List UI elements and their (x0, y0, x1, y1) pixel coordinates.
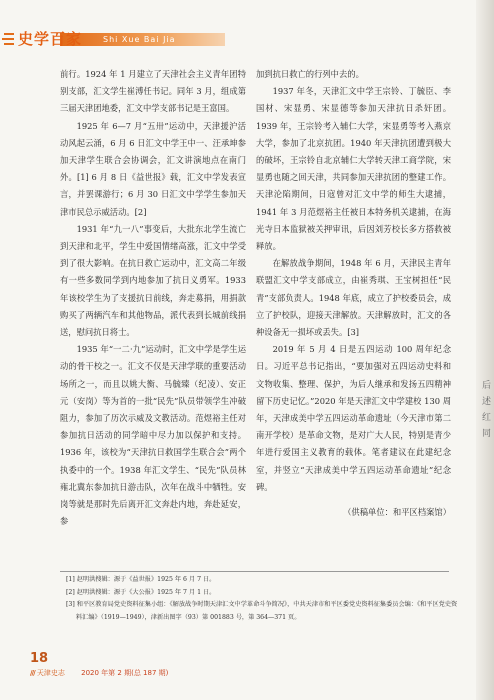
paragraph: 在解放战争期间，1948 年 6 月，天津民主青年联盟汇文中学支部成立，由崔秀琪、王宝树担任“民青”支部负责人。1948 年底，成立了护校委员会，成立了护校队，迎接天津解放。天津解放时，汇文的各种设备无一损坏或丢失。[3] (256, 258, 451, 338)
issue-info: 2020 年第 2 期(总 187 期) (81, 669, 169, 677)
bleed-char: 同 (482, 429, 492, 439)
right-column (256, 66, 451, 521)
bleed-char: 红 (482, 413, 492, 423)
author-unit: （供稿单位：和平区档案馆） (343, 507, 451, 518)
bleed-char: 述 (482, 397, 492, 407)
footnote: [1] 赵明洪搜辑：源于《益世报》1925 年 6 月 7 日。 (66, 576, 216, 583)
page-footer (30, 668, 168, 678)
magazine-name: 天津史志 (36, 669, 65, 677)
paragraph: 1937 年冬，天津汇文中学王宗铃、丁毓臣、李国材、宋显勇、宋显德等参加天津抗日杀奸团。1939 年，王宗铃考入辅仁大学，宋显勇等考入燕京大学，参加了北京抗团。1940 年天津抗团遭到极大的破坏，王宗铃自北京辅仁大学转天津工商学院，宋显勇也随之回天津，共同参加天津抗团的整建工作。天津沦陷期间，日寇曾对汇文中学的师生大逮捕，1941 年 3 月范煜裕主任被日本特务机关逮捕，在海光寺日本监狱被关押审讯，后因刘芳校长多方搭救被释放。 (256, 86, 451, 252)
footnotes (60, 574, 460, 624)
paragraph: 1925 年 6—7 月“五卅”运动中，天津援沪活动风起云涌，6 月 6 日汇文中学王中一、汪承坤参加天津学生联合会协调会，汇文讲演地点在南门外。[1] 6 月 8 日《益世报》载，汇文中学发表宣言，并罢课游行；6 月 30 日汇文中学学生参加天津市民总示威活动。[2] (60, 120, 246, 217)
paragraph: 2019 年 5 月 4 日是五四运动 100 周年纪念日。习近平总书记指出，“要加强对五四运动史料和文物收集、整理、保护，为后人继承和发扬五四精神留下历史记忆。”2020 年是天津汇文中学建校 130 周年，天津成美中学五四运动革命遗址（今天津市第二南开学校）是革命文物，是对广大人民，特别是青少年进行爱国主义教育的载体。笔者建议在此建纪念室，并竖立“天津成美中学五四运动革命遗址”纪念碑。 (256, 344, 451, 492)
page-number: 18 (30, 651, 49, 666)
paragraph: 加到抗日救亡的行列中去的。 (256, 69, 364, 79)
paragraph: 1935 年“一二·九”运动时，汇文中学是学生运动的骨干校之一。汇文不仅是天津学联的重要活动场所之一，而且以姚大衡、马毓臻（纪凌）、安正元（安岗）等为首的一批“民先”队员带领学生冲破阻力，参加了历次示威及文教活动。范煜裕主任对参加抗日活动的同学暗中尽力加以保护和支持。1936 年，该校为“天津抗日救国学生联合会”两个执委中的一个。1938 年汇文学生、“民先”队员林雍北冀东参加抗日游击队，次年在战斗中牺牲。安岗等就是那时先后离开汇文奔赴内地，奔赴延安，参 (60, 344, 246, 527)
section-title: 史学百家 (18, 30, 83, 48)
footnote: [3] 和平区教育局党史资料征集小组：《解放战争时期天津汇文中学革命斗争简况》，中共天津市和平区委党史资料征集委员会编：《和平区党史资料汇编》（1919—1949），津新出图字（93）第 001883 号，第 364—371 页。 (66, 601, 458, 621)
footer-slash-icon: /// (30, 669, 35, 677)
page-gutter (476, 0, 494, 700)
section-header (0, 28, 225, 50)
section-subtitle: Shi Xue Bai Jia (103, 35, 176, 44)
footnote-divider (60, 571, 449, 572)
bleed-char: 后 (482, 381, 492, 391)
left-column (60, 66, 246, 530)
paragraph: 1931 年“九一八”事变后，大批东北学生流亡到天津和北平，学生中爱国情绪高涨，汇文中学受到了很大影响。在抗日救亡运动中，汇文高二年级有一些多数同学到内地参加了抗日义勇军。1933 年该校学生为了支援抗日前线，奔走募捐，用捐款购买了两辆汽车和其他物品，派代表到长城前线捐送，慰问抗日将士。 (60, 223, 246, 338)
footnote: [2] 赵明洪搜辑：源于《大公报》1925 年 7 月 1 日。 (66, 588, 216, 596)
paragraph: 前行。1924 年 1 月建立了天津社会主义青年团特别支部，汇文学生崔溥任书记。同年 3 月，组成第三届天津团地委，汇文中学支部书记是王富国。 (60, 69, 246, 114)
